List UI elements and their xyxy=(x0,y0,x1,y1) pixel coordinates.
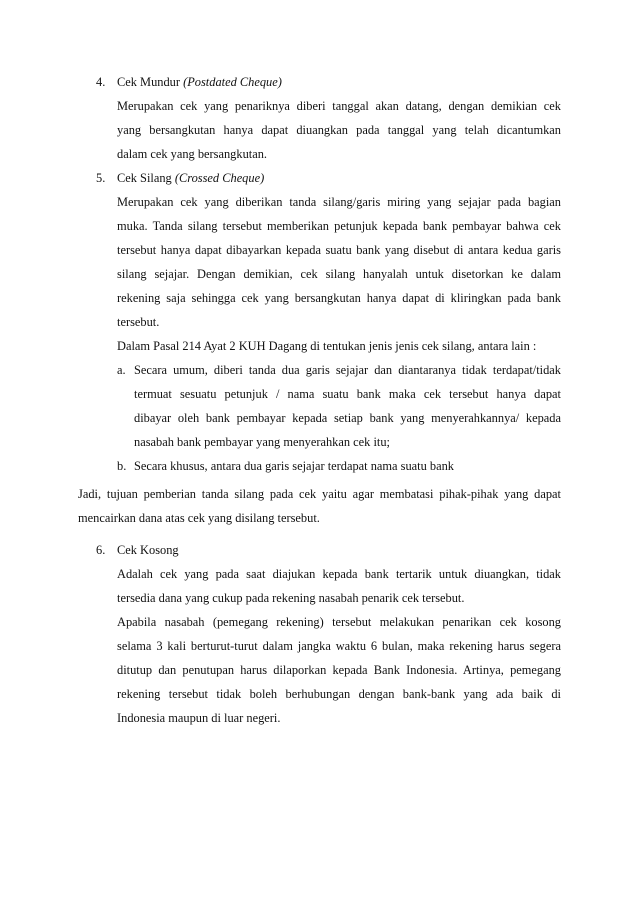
pasal-line: Dalam Pasal 214 Ayat 2 KUH Dagang di tentukan jenis jenis cek silang, antara lain : xyxy=(117,339,537,353)
item-6-line-1: Adalah cek yang pada saat diajukan kepada bank tertarik untuk diuangkan, tidak xyxy=(117,567,561,581)
summary-line-2: mencairkan dana atas cek yang disilang tersebut. xyxy=(78,511,320,525)
item-5-title-en: (Crossed Cheque) xyxy=(174,171,265,185)
item-6-line-2: tersedia dana yang cukup pada rekening nasabah penarik cek tersebut. xyxy=(117,591,465,605)
item-5-title: Cek Silang xyxy=(117,171,172,185)
item-4-number: 4. xyxy=(96,75,106,89)
item-6-line-6: rekening tersebut tidak boleh berhubungan dengan bank-bank yang ada baik di xyxy=(117,687,561,701)
item-6-line-7: Indonesia maupun di luar negeri. xyxy=(117,711,281,725)
item-5-line-1: Merupakan cek yang diberikan tanda silang/garis miring yang sejajar pada bagian xyxy=(117,195,561,209)
item-5-number: 5. xyxy=(96,171,106,185)
item-5-line-2: muka. Tanda silang tersebut memberikan petunjuk kepada bank pembayar bahwa cek xyxy=(117,219,561,233)
item-6-line-4: selama 3 kali berturut-turut dalam jangka waktu 6 bulan, maka rekening harus segera xyxy=(117,639,561,653)
subitem-a-line-2: termuat sesuatu petunjuk / nama suatu bank maka cek tersebut hanya dapat xyxy=(134,387,561,401)
item-4-line-2: yang bersangkutan hanya dapat diuangkan pada tanggal yang telah dicantumkan xyxy=(117,123,561,137)
subitem-a-line-4: nasabah bank pembayar yang menyerahkan cek itu; xyxy=(134,435,390,449)
subitem-a-letter: a. xyxy=(117,363,126,377)
item-4-line-3: dalam cek yang bersangkutan. xyxy=(117,147,268,161)
item-5-line-5: rekening saja sehingga cek yang bersangkutan hanya dapat di kliringkan pada bank xyxy=(117,291,561,305)
subitem-b-letter: b. xyxy=(117,459,127,473)
item-4-heading xyxy=(117,70,282,94)
item-6-line-5: ditutup dan penutupan harus dilaporkan kepada Bank Indonesia. Artinya, pemegang xyxy=(117,663,561,677)
item-5-line-3: tersebut hanya dapat dibayarkan kepada suatu bank yang disebut di antara kedua garis xyxy=(117,243,561,257)
item-5-line-4: silang sejajar. Dengan demikian, cek silang hanyalah untuk disetorkan ke dalam xyxy=(117,267,561,281)
subitem-b-line-1: Secara khusus, antara dua garis sejajar terdapat nama suatu bank xyxy=(134,459,454,473)
item-6-number: 6. xyxy=(96,543,106,557)
item-6-line-3: Apabila nasabah (pemegang rekening) tersebut melakukan penarikan cek kosong xyxy=(117,615,561,629)
item-4-title: Cek Mundur xyxy=(117,75,180,89)
item-6-title: Cek Kosong xyxy=(117,543,179,557)
subitem-a-line-3: dibayar oleh bank pembayar kepada setiap bank yang menyerahkannya/ kepada xyxy=(134,411,561,425)
item-5-line-6: tersebut. xyxy=(117,315,160,329)
subitem-a-line-1: Secara umum, diberi tanda dua garis sejajar dan diantaranya tidak terdapat/tidak xyxy=(134,363,561,377)
item-4-line-1: Merupakan cek yang penariknya diberi tanggal akan datang, dengan demikian cek xyxy=(117,99,561,113)
summary-line-1: Jadi, tujuan pemberian tanda silang pada cek yaitu agar membatasi pihak-pihak yang dapat xyxy=(78,487,561,501)
item-4-title-en: (Postdated Cheque) xyxy=(183,75,282,89)
item-5-heading xyxy=(117,166,264,190)
